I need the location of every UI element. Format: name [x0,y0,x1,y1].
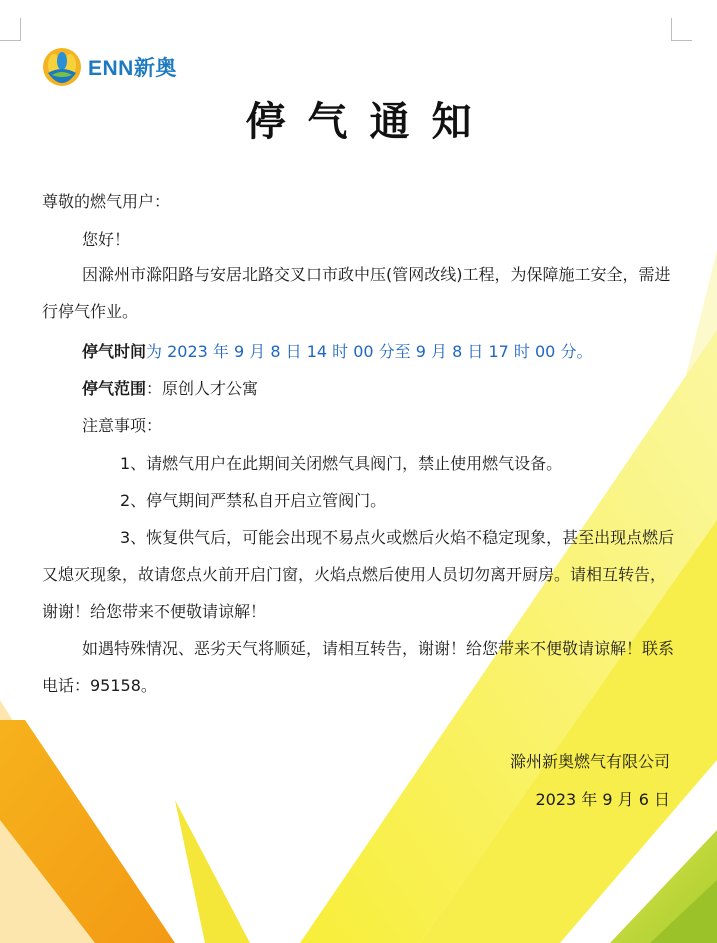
page-title: 停气通知 [245,99,494,145]
logo-text: ENN新奥 [88,57,177,80]
note-item: 2、停气期间严禁私自开启立管阀门。 [120,491,387,510]
greeting: 尊敬的燃气用户： [42,192,171,211]
note-item: 1、请燃气用户在此期间关闭燃气具阀门，禁止使用燃气设备。 [120,454,563,473]
intro-paragraph: 因滁州市滁阳路与安居北路交叉口市政中压(管网改线)工程，为保障施工安全，需进行停气作业。 [42,265,671,321]
notes-title: 注意事项： [82,416,163,435]
outage-scope-value: ：原创人才公寓 [146,379,259,398]
outage-scope [82,379,258,399]
hello-text: 您好！ [82,230,131,249]
crop-mark-top-right [671,18,692,41]
crop-mark-top-left [0,18,21,41]
enn-flower-icon [42,47,82,87]
outage-time-value: 为 2023 年 9 月 8 日 14 时 00 分至 9 月 8 日 17 时 00 分。 [146,342,593,361]
signature-date: 2023 年 9 月 6 日 [535,790,670,809]
signature-company: 滁州新奥燃气有限公司 [509,752,670,771]
outage-time [82,342,592,362]
outage-scope-label: 停气范围 [82,379,147,398]
enn-logo [42,47,177,87]
outage-time-label: 停气时间 [82,342,147,361]
closing-paragraph: 如遇特殊情况、恶劣天气将顺延，请相互转告，谢谢！给您带来不便敬请谅解！联系电话：95158。 [42,639,675,695]
note-item: 3、恢复供气后，可能会出现不易点火或燃后火焰不稳定现象，甚至出现点燃后又熄灭现象，故请您点火前开启门窗，火焰点燃后使用人员切勿离开厨房。请相互转告，谢谢！给您带来不便敬请谅解！ [42,528,675,621]
